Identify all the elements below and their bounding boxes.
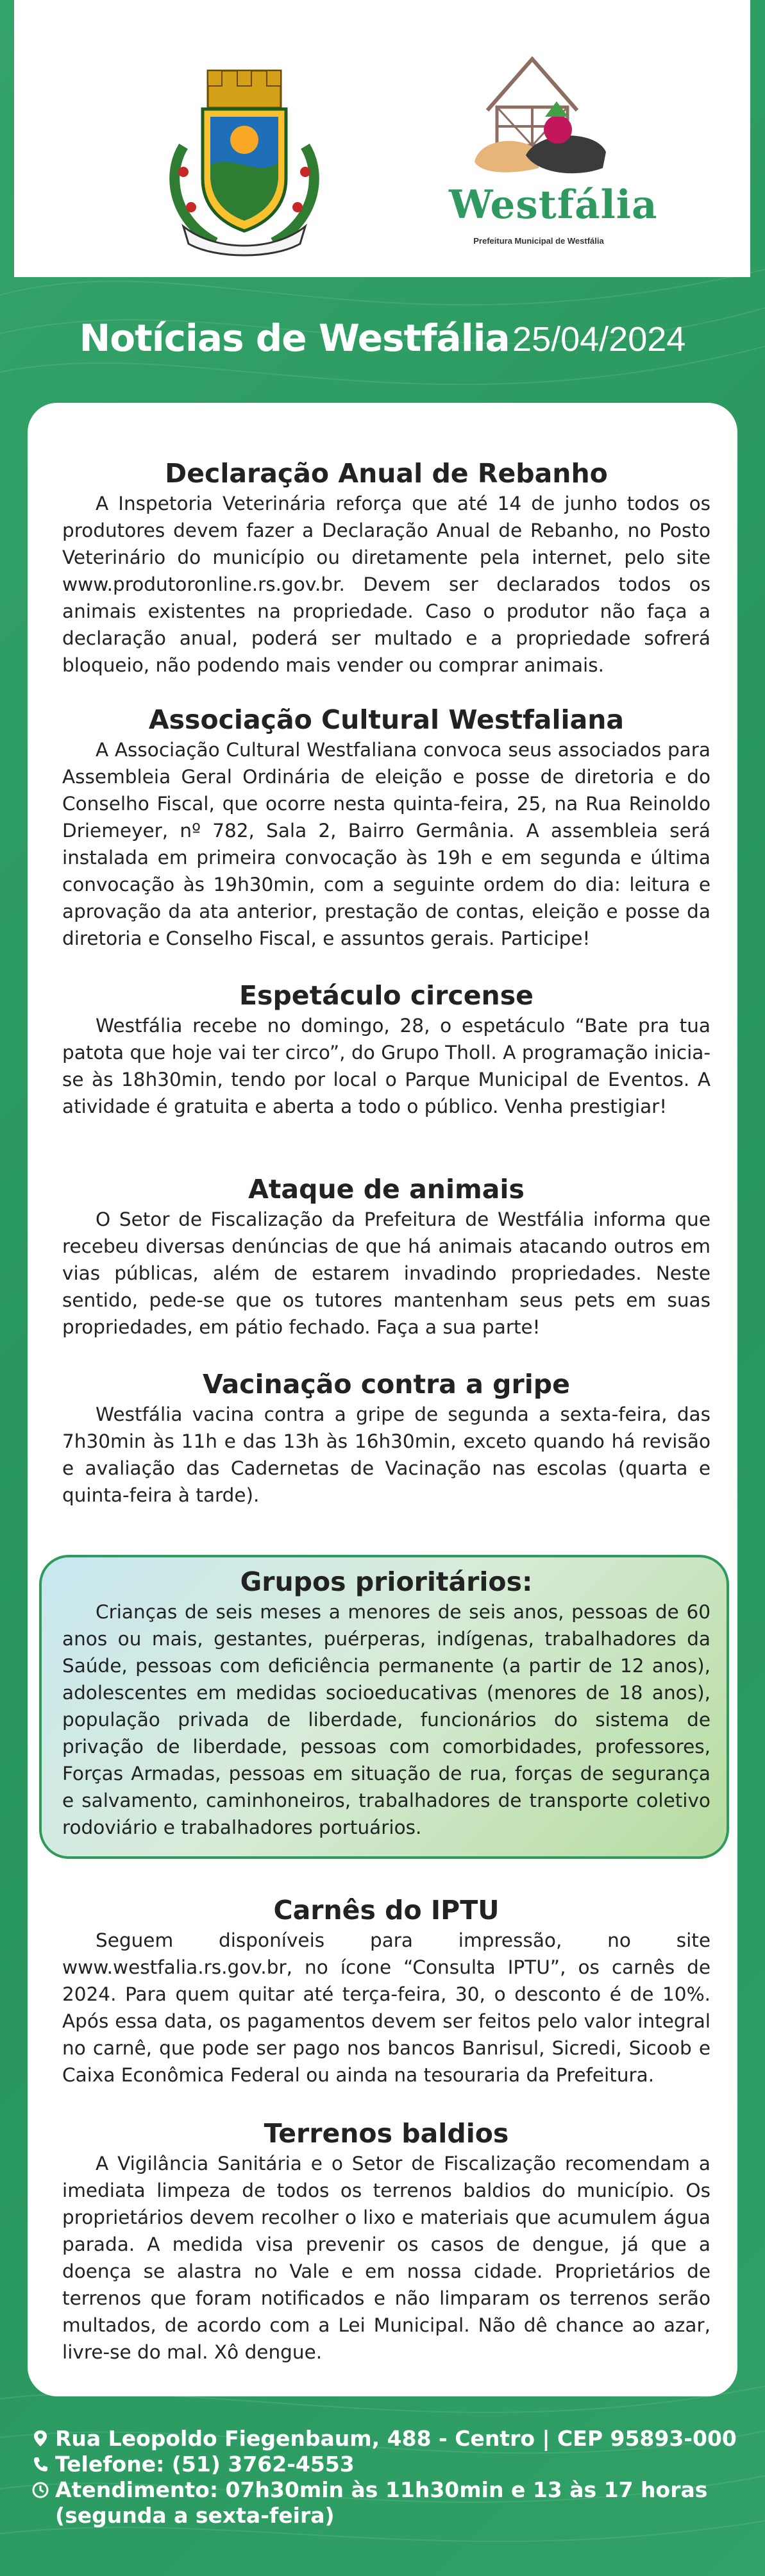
- title-main: Notícias de Westfália: [79, 316, 510, 360]
- section-heading: Declaração Anual de Rebanho: [165, 458, 608, 489]
- section-heading: Espetáculo circense: [239, 980, 534, 1011]
- section-associacao-cultural: [62, 703, 710, 952]
- header-banner: [14, 0, 750, 277]
- section-heading: Grupos prioritários:: [240, 1566, 533, 1597]
- section-heading: Associação Cultural Westfaliana: [148, 704, 625, 735]
- house-and-clogs-logo-icon: [449, 40, 628, 181]
- brand-subtitle: Prefeitura Municipal de Westfália: [473, 236, 604, 246]
- municipal-coat-of-arms: [158, 69, 331, 259]
- brand-name: Westfália: [449, 182, 658, 228]
- section-body: Westfália recebe no domingo, 28, o espetáculo “Bate pra tua patota que hoje vai ter circo”, do Grupo Tholl. A programação inicia-se às 18h30min, tendo por local o Parque Municipal de Eventos. A atividade é gratuita e aberta a todo o público. Venha prestigiar!: [62, 1015, 710, 1117]
- footer-phone: Telefone: (51) 3762-4553: [55, 2452, 355, 2477]
- westfalia-logo: [449, 40, 658, 251]
- section-ataque-animais: [62, 1173, 710, 1341]
- section-declaracao-rebanho: [62, 457, 710, 679]
- section-body: Crianças de seis meses a menores de seis anos, pessoas de 60 anos ou mais, gestantes, puérperas, indígenas, trabalhadores da Saúde, pessoas com deficiência permanente (a partir de 12 anos), adolescentes em medidas socioeducativas (menores de 18 anos), população privada de liberdade, funcionários do sistema de privação de liberdade, pessoas com comorbidades, professores, Forças Armadas, pessoas em situação de rua, forças de segurança e salvamento, caminhoneiros, trabalhadores de transporte coletivo rodoviário e trabalhadores portuários.: [62, 1601, 710, 1838]
- section-heading: Terrenos baldios: [264, 2118, 509, 2149]
- section-vacinacao-gripe: [62, 1368, 710, 1509]
- clock-icon: [31, 2480, 50, 2500]
- section-body: Seguem disponíveis para impressão, no site www.westfalia.rs.gov.br, no ícone “Consulta IPTU”, os carnês de 2024. Para quem quitar até terça-feira, 30, o desconto é de 10%. Após essa data, os pagamentos devem ser feitos pelo valor integral no carnê, que pode ser pago nos bancos Banrisul, Sicredi, Sicoob e Caixa Econômica Federal ou ainda na tesouraria da Prefeitura.: [62, 1929, 710, 2086]
- section-espetaculo-circense: [62, 979, 710, 1120]
- section-heading: Carnês do IPTU: [273, 1895, 500, 1926]
- section-grupos-prioritarios: [62, 1565, 710, 1841]
- footer-hours-line1: Atendimento: 07h30min às 11h30min e 13 às 17 horas: [55, 2477, 708, 2502]
- section-body: A Vigilância Sanitária e o Setor de Fiscalização recomendam a imediata limpeza de todos os terrenos baldios do município. Os proprietários devem recolher o lixo e materiais que acumulem água parada. A medida visa prevenir os casos de dengue, já que a doença se alastra no Vale e em nossa cidade. Proprietários de terrenos que foram notificados e não limparam os terrenos serão multados, de acordo com a Lei Municipal. Não dê chance ao azar, livre-se do mal. Xô dengue.: [62, 2153, 710, 2363]
- section-body: A Inspetoria Veterinária reforça que até 14 de junho todos os produtores devem fazer a Declaração Anual de Rebanho, no Posto Veterinário do município ou diretamente pela internet, pelo site www.produtoronline.rs.gov.br. Devem ser declarados todos os animais existentes na propriedade. Caso o produtor não faça a declaração anual, poderá ser multado e a propriedade sofrerá bloqueio, não podendo mais vender ou comprar animais.: [62, 493, 710, 676]
- footer-address-row: [31, 2426, 749, 2452]
- section-body: Westfália vacina contra a gripe de segunda a sexta-feira, das 7h30min às 11h e das 13h às 16h30min, exceto quando há revisão e avaliação das Cadernetas de Vacinação nas escolas (quarta e quinta-feira à tarde).: [62, 1403, 710, 1506]
- footer-phone-row: [31, 2452, 749, 2477]
- location-pin-icon: [31, 2428, 50, 2449]
- section-terrenos-baldios: [62, 2117, 710, 2366]
- contact-footer: [31, 2426, 749, 2529]
- section-heading: Vacinação contra a gripe: [203, 1369, 570, 1400]
- section-heading: Ataque de animais: [248, 1174, 525, 1205]
- title-date: 25/04/2024: [512, 320, 686, 359]
- page-title: [0, 316, 765, 360]
- section-body: O Setor de Fiscalização da Prefeitura de Westfália informa que recebeu diversas denúncias de que há animais atacando outros em vias públicas, além de estarem invadindo propriedades. Neste sentido, pede-se que os tutores mantenham seus pets em suas propriedades, em pátio fechado. Faça a sua parte!: [62, 1208, 710, 1338]
- footer-hours-line2: (segunda a sexta-feira): [55, 2503, 335, 2528]
- footer-hours-row: [31, 2477, 749, 2529]
- footer-address: Rua Leopoldo Fiegenbaum, 488 - Centro | CEP 95893-000: [55, 2426, 737, 2451]
- phone-icon: [31, 2454, 50, 2475]
- section-carnes-iptu: [62, 1894, 710, 2089]
- section-body: A Associação Cultural Westfaliana convoca seus associados para Assembleia Geral Ordinária de eleição e posse de diretoria e do Conselho Fiscal, que ocorre nesta quinta-feira, 25, na Rua Reinoldo Driemeyer, nº 782, Sala 2, Bairro Germânia. A assembleia será instalada em primeira convocação às 19h e em segunda e última convocação às 19h30min, com a seguinte ordem do dia: leitura e aprovação da ata anterior, prestação de contas, eleição e posse da diretoria e Conselho Fiscal, e assuntos gerais. Participe!: [62, 739, 710, 949]
